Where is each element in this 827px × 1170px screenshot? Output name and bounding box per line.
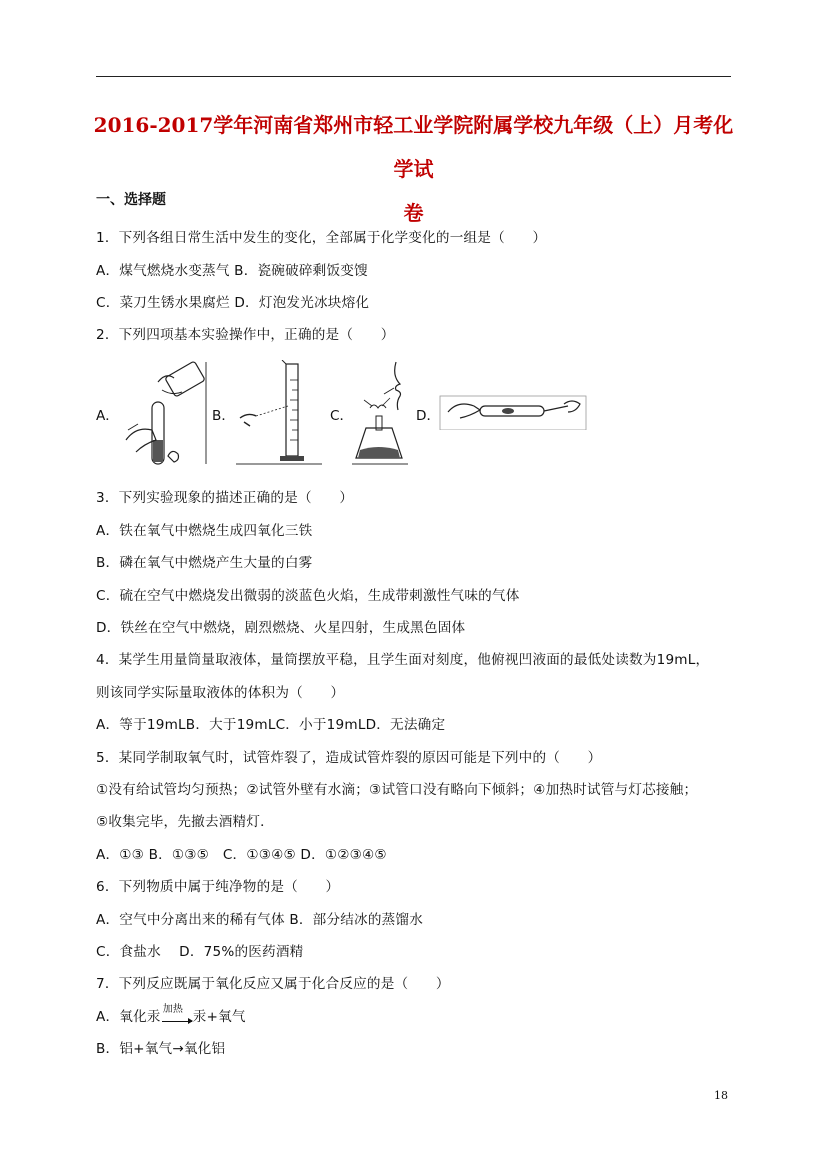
- question-4: 4．某学生用量筒量取液体，量筒摆放平稳，且学生面对刻度，他俯视凹液面的最低处读数为19mL，: [96, 652, 710, 668]
- q4-options: A．等于19mLB．大于19mLC．小于19mLD．无法确定: [96, 717, 446, 733]
- q7-option-a: [96, 1005, 246, 1025]
- smelling-gas-figure: [350, 360, 420, 466]
- q5-statements: ①没有给试管均匀预热；②试管外壁有水滴；③试管口没有略向下倾斜；④加热时试管与灯芯接触；: [96, 782, 698, 798]
- question-1: 1．下列各组日常生活中发生的变化，全部属于化学变化的一组是（ ）: [96, 230, 547, 246]
- q7-option-b: B．铝+氧气→氧化铝: [96, 1041, 226, 1057]
- title-line-2: 卷: [403, 201, 424, 225]
- reaction-arrow-icon: [162, 1013, 192, 1022]
- header-rule: [96, 76, 731, 77]
- section-heading: 一、选择题: [96, 192, 166, 208]
- q2-option-c-label: C．: [330, 408, 354, 424]
- page-title: [90, 103, 737, 235]
- q5-statements-cont: ⑤收集完毕，先撤去酒精灯．: [96, 814, 274, 830]
- question-7: 7．下列反应既属于氧化反应又属于化合反应的是（ ）: [96, 976, 450, 992]
- q3-option-d: D．铁丝在空气中燃烧，剧烈燃烧、火星四射，生成黑色固体: [96, 620, 466, 636]
- test-tube-heating-figure: [438, 360, 588, 430]
- q6-options-cd: C．食盐水 D．75%的医药酒精: [96, 944, 304, 960]
- heating-condition-label: 加热: [162, 1004, 184, 1015]
- question-3: 3．下列实验现象的描述正确的是（ ）: [96, 490, 354, 506]
- q5-options: A．①③ B．①③⑤ C．①③④⑤ D．①②③④⑤: [96, 847, 387, 863]
- question-4-cont: 则该同学实际量取液体的体积为（ ）: [96, 685, 345, 701]
- graduated-cylinder-figure: [234, 360, 324, 466]
- question-2: 2．下列四项基本实验操作中，正确的是（ ）: [96, 327, 395, 343]
- q2-option-d-label: D．: [416, 408, 441, 424]
- q6-options-ab: A．空气中分离出来的稀有气体 B．部分结冰的蒸馏水: [96, 912, 424, 928]
- q2-option-b-label: B．: [212, 408, 235, 424]
- q3-option-a: A．铁在氧气中燃烧生成四氧化三铁: [96, 523, 313, 539]
- q1-options-ab: A．煤气燃烧水变蒸气 B．瓷碗破碎剩饭变馊: [96, 263, 368, 279]
- question-5: 5．某同学制取氧气时，试管炸裂了，造成试管炸裂的原因可能是下列中的（ ）: [96, 750, 602, 766]
- q7-a-reactant: A．氧化汞: [96, 1009, 161, 1025]
- page-number: 18: [714, 1089, 728, 1102]
- heating-condition: [161, 1004, 193, 1025]
- question-6: 6．下列物质中属于纯净物的是（ ）: [96, 879, 340, 895]
- pouring-liquid-figure: [118, 360, 210, 466]
- q2-figures: [96, 360, 596, 468]
- q1-options-cd: C．菜刀生锈水果腐烂 D．灯泡发光冰块熔化: [96, 295, 370, 311]
- q3-option-b: B．磷在氧气中燃烧产生大量的白雾: [96, 555, 313, 571]
- title-line-1: 2016-2017学年河南省郑州市轻工业学院附属学校九年级（上）月考化学试: [93, 113, 734, 181]
- q3-option-c: C．硫在空气中燃烧发出微弱的淡蓝色火焰，生成带刺激性气味的气体: [96, 588, 520, 604]
- q2-option-a-label: A．: [96, 408, 119, 424]
- q7-a-products: 汞+氧气: [192, 1009, 246, 1025]
